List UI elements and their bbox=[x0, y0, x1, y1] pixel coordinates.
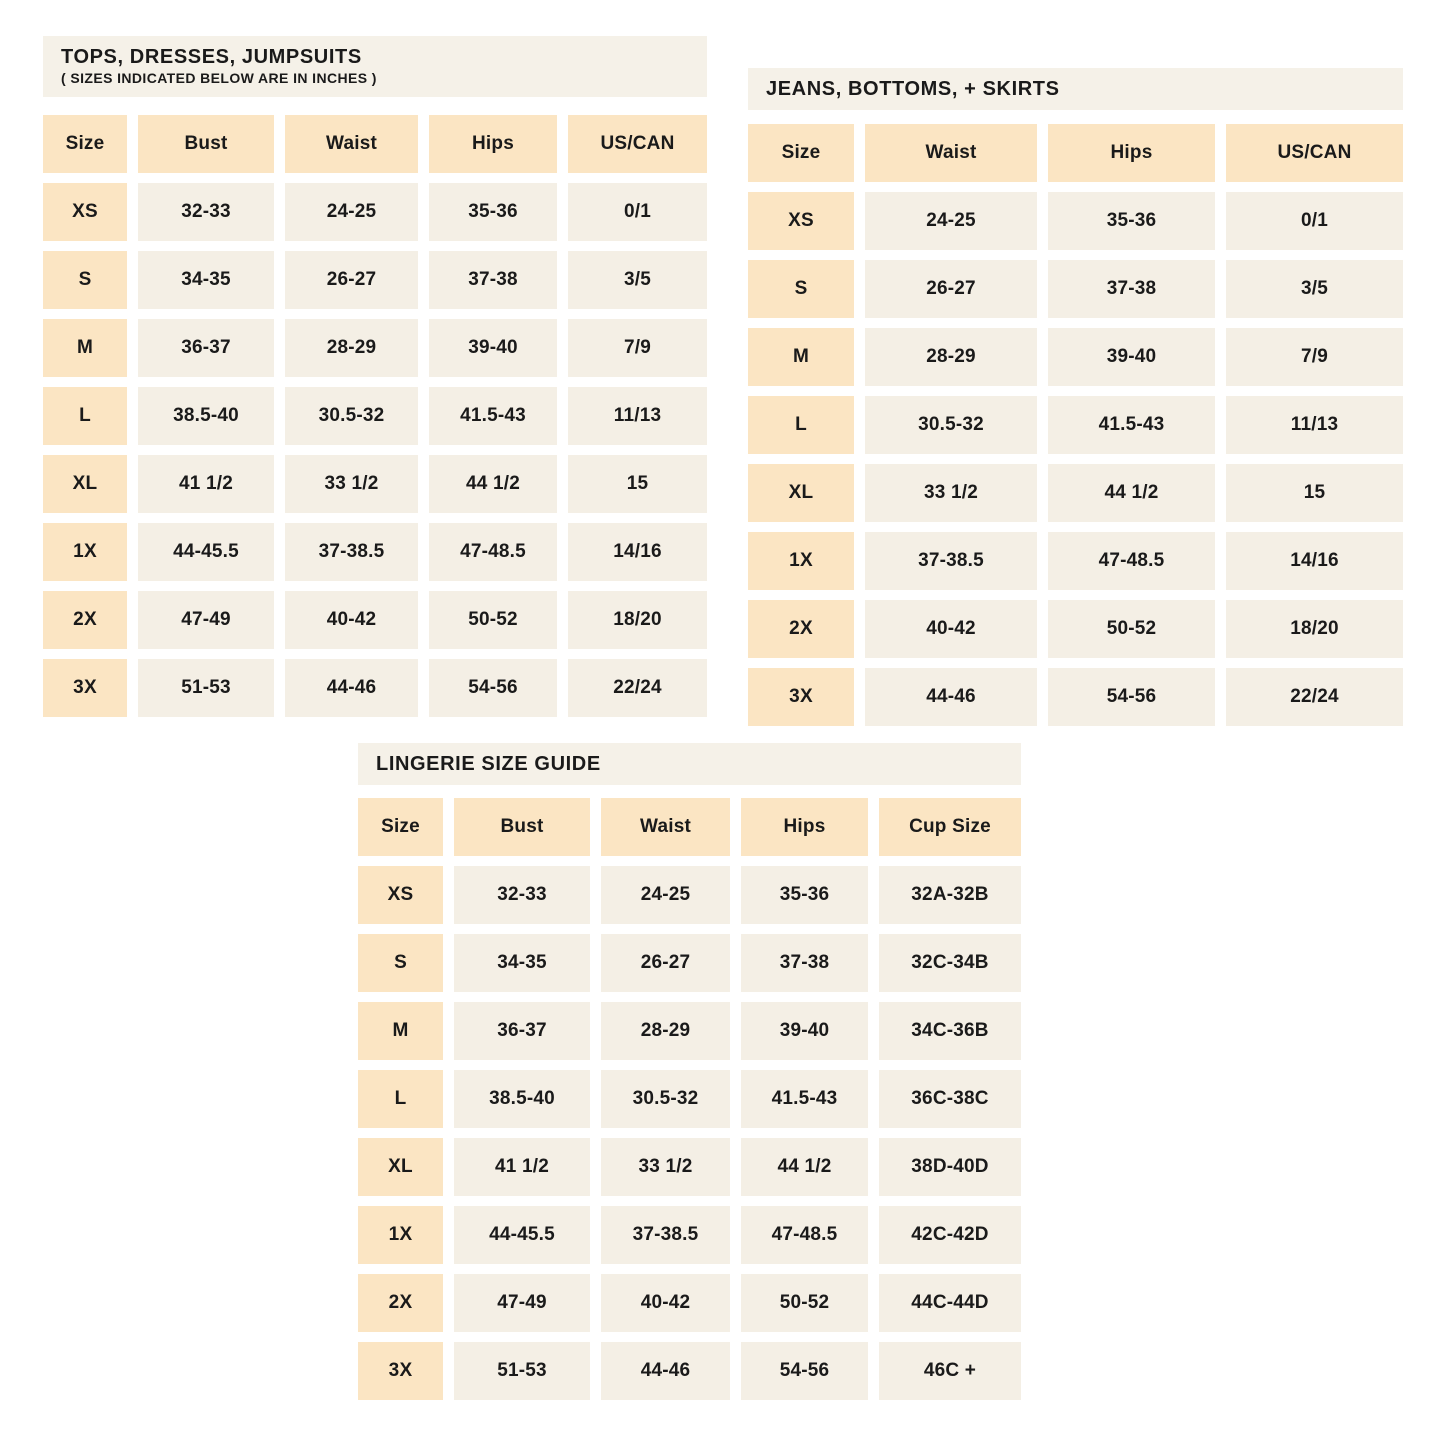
measurement-cell: 50-52 bbox=[429, 591, 557, 649]
size-label-cell: 3X bbox=[358, 1342, 443, 1400]
size-label-cell: XL bbox=[43, 455, 127, 513]
measurement-cell: 22/24 bbox=[568, 659, 707, 717]
measurement-cell: 44-45.5 bbox=[138, 523, 274, 581]
measurement-cell: 36-37 bbox=[138, 319, 274, 377]
measurement-cell: 44 1/2 bbox=[1048, 464, 1215, 522]
measurement-cell: 39-40 bbox=[429, 319, 557, 377]
measurement-cell: 42C-42D bbox=[879, 1206, 1021, 1264]
measurement-cell: 28-29 bbox=[601, 1002, 730, 1060]
column-header: Waist bbox=[865, 124, 1037, 182]
measurement-cell: 47-48.5 bbox=[741, 1206, 868, 1264]
measurement-cell: 40-42 bbox=[601, 1274, 730, 1332]
measurement-cell: 41.5-43 bbox=[1048, 396, 1215, 454]
measurement-cell: 44 1/2 bbox=[741, 1138, 868, 1196]
measurement-cell: 28-29 bbox=[865, 328, 1037, 386]
measurement-cell: 33 1/2 bbox=[285, 455, 418, 513]
measurement-cell: 38.5-40 bbox=[138, 387, 274, 445]
measurement-cell: 44C-44D bbox=[879, 1274, 1021, 1332]
measurement-cell: 15 bbox=[1226, 464, 1403, 522]
measurement-cell: 37-38.5 bbox=[865, 532, 1037, 590]
column-header: Hips bbox=[429, 115, 557, 173]
measurement-cell: 3/5 bbox=[568, 251, 707, 309]
size-grid bbox=[43, 115, 707, 717]
measurement-cell: 0/1 bbox=[568, 183, 707, 241]
size-grid bbox=[358, 798, 1021, 1400]
measurement-cell: 47-49 bbox=[454, 1274, 590, 1332]
measurement-cell: 41 1/2 bbox=[138, 455, 274, 513]
measurement-cell: 35-36 bbox=[741, 866, 868, 924]
size-label-cell: L bbox=[358, 1070, 443, 1128]
measurement-cell: 33 1/2 bbox=[865, 464, 1037, 522]
measurement-cell: 18/20 bbox=[1226, 600, 1403, 658]
measurement-cell: 51-53 bbox=[454, 1342, 590, 1400]
size-label-cell: 3X bbox=[43, 659, 127, 717]
column-header: Size bbox=[358, 798, 443, 856]
size-grid bbox=[748, 124, 1403, 726]
size-label-cell: M bbox=[43, 319, 127, 377]
measurement-cell: 54-56 bbox=[1048, 668, 1215, 726]
measurement-cell: 26-27 bbox=[601, 934, 730, 992]
measurement-cell: 7/9 bbox=[568, 319, 707, 377]
table-title-band bbox=[748, 68, 1403, 110]
measurement-cell: 51-53 bbox=[138, 659, 274, 717]
measurement-cell: 32-33 bbox=[454, 866, 590, 924]
measurement-cell: 32C-34B bbox=[879, 934, 1021, 992]
measurement-cell: 44-46 bbox=[865, 668, 1037, 726]
measurement-cell: 24-25 bbox=[285, 183, 418, 241]
measurement-cell: 41.5-43 bbox=[741, 1070, 868, 1128]
size-label-cell: 2X bbox=[748, 600, 854, 658]
measurement-cell: 24-25 bbox=[865, 192, 1037, 250]
measurement-cell: 50-52 bbox=[741, 1274, 868, 1332]
measurement-cell: 37-38.5 bbox=[601, 1206, 730, 1264]
measurement-cell: 44-46 bbox=[285, 659, 418, 717]
column-header: US/CAN bbox=[1226, 124, 1403, 182]
column-header: Waist bbox=[601, 798, 730, 856]
measurement-cell: 37-38 bbox=[1048, 260, 1215, 318]
size-label-cell: 1X bbox=[748, 532, 854, 590]
lingerie-size-table bbox=[358, 743, 1021, 1400]
size-label-cell: XS bbox=[358, 866, 443, 924]
measurement-cell: 35-36 bbox=[1048, 192, 1215, 250]
size-label-cell: M bbox=[748, 328, 854, 386]
measurement-cell: 38.5-40 bbox=[454, 1070, 590, 1128]
measurement-cell: 38D-40D bbox=[879, 1138, 1021, 1196]
size-label-cell: XL bbox=[748, 464, 854, 522]
measurement-cell: 36-37 bbox=[454, 1002, 590, 1060]
column-header: Waist bbox=[285, 115, 418, 173]
measurement-cell: 44-46 bbox=[601, 1342, 730, 1400]
size-label-cell: 1X bbox=[358, 1206, 443, 1264]
column-header: Cup Size bbox=[879, 798, 1021, 856]
measurement-cell: 44-45.5 bbox=[454, 1206, 590, 1264]
table-title-band bbox=[43, 36, 707, 97]
measurement-cell: 22/24 bbox=[1226, 668, 1403, 726]
measurement-cell: 50-52 bbox=[1048, 600, 1215, 658]
table-title: JEANS, BOTTOMS, + SKIRTS bbox=[766, 78, 1060, 100]
size-label-cell: XS bbox=[43, 183, 127, 241]
measurement-cell: 54-56 bbox=[429, 659, 557, 717]
measurement-cell: 54-56 bbox=[741, 1342, 868, 1400]
measurement-cell: 37-38 bbox=[429, 251, 557, 309]
measurement-cell: 34C-36B bbox=[879, 1002, 1021, 1060]
measurement-cell: 39-40 bbox=[1048, 328, 1215, 386]
measurement-cell: 40-42 bbox=[285, 591, 418, 649]
measurement-cell: 36C-38C bbox=[879, 1070, 1021, 1128]
measurement-cell: 41 1/2 bbox=[454, 1138, 590, 1196]
measurement-cell: 46C + bbox=[879, 1342, 1021, 1400]
size-label-cell: S bbox=[43, 251, 127, 309]
column-header: Hips bbox=[741, 798, 868, 856]
column-header: Size bbox=[748, 124, 854, 182]
size-label-cell: S bbox=[748, 260, 854, 318]
table-title: LINGERIE SIZE GUIDE bbox=[376, 753, 601, 775]
measurement-cell: 35-36 bbox=[429, 183, 557, 241]
measurement-cell: 11/13 bbox=[1226, 396, 1403, 454]
measurement-cell: 47-48.5 bbox=[429, 523, 557, 581]
measurement-cell: 37-38 bbox=[741, 934, 868, 992]
size-label-cell: S bbox=[358, 934, 443, 992]
size-label-cell: 3X bbox=[748, 668, 854, 726]
column-header: Bust bbox=[138, 115, 274, 173]
column-header: Size bbox=[43, 115, 127, 173]
measurement-cell: 30.5-32 bbox=[865, 396, 1037, 454]
measurement-cell: 24-25 bbox=[601, 866, 730, 924]
measurement-cell: 32-33 bbox=[138, 183, 274, 241]
measurement-cell: 47-49 bbox=[138, 591, 274, 649]
measurement-cell: 14/16 bbox=[1226, 532, 1403, 590]
measurement-cell: 44 1/2 bbox=[429, 455, 557, 513]
measurement-cell: 34-35 bbox=[138, 251, 274, 309]
measurement-cell: 40-42 bbox=[865, 600, 1037, 658]
tops-size-table bbox=[43, 36, 707, 717]
measurement-cell: 32A-32B bbox=[879, 866, 1021, 924]
measurement-cell: 33 1/2 bbox=[601, 1138, 730, 1196]
column-header: Hips bbox=[1048, 124, 1215, 182]
measurement-cell: 0/1 bbox=[1226, 192, 1403, 250]
measurement-cell: 15 bbox=[568, 455, 707, 513]
measurement-cell: 11/13 bbox=[568, 387, 707, 445]
measurement-cell: 39-40 bbox=[741, 1002, 868, 1060]
measurement-cell: 47-48.5 bbox=[1048, 532, 1215, 590]
size-label-cell: 2X bbox=[43, 591, 127, 649]
column-header: US/CAN bbox=[568, 115, 707, 173]
measurement-cell: 7/9 bbox=[1226, 328, 1403, 386]
measurement-cell: 30.5-32 bbox=[601, 1070, 730, 1128]
table-subtitle: ( SIZES INDICATED BELOW ARE IN INCHES ) bbox=[61, 70, 377, 86]
measurement-cell: 18/20 bbox=[568, 591, 707, 649]
measurement-cell: 26-27 bbox=[865, 260, 1037, 318]
measurement-cell: 41.5-43 bbox=[429, 387, 557, 445]
size-label-cell: L bbox=[748, 396, 854, 454]
measurement-cell: 30.5-32 bbox=[285, 387, 418, 445]
measurement-cell: 28-29 bbox=[285, 319, 418, 377]
size-label-cell: XL bbox=[358, 1138, 443, 1196]
measurement-cell: 14/16 bbox=[568, 523, 707, 581]
measurement-cell: 3/5 bbox=[1226, 260, 1403, 318]
column-header: Bust bbox=[454, 798, 590, 856]
measurement-cell: 37-38.5 bbox=[285, 523, 418, 581]
table-title: TOPS, DRESSES, JUMPSUITS bbox=[61, 46, 362, 68]
size-label-cell: 2X bbox=[358, 1274, 443, 1332]
measurement-cell: 26-27 bbox=[285, 251, 418, 309]
size-label-cell: XS bbox=[748, 192, 854, 250]
size-label-cell: L bbox=[43, 387, 127, 445]
measurement-cell: 34-35 bbox=[454, 934, 590, 992]
size-label-cell: M bbox=[358, 1002, 443, 1060]
table-title-band bbox=[358, 743, 1021, 785]
size-label-cell: 1X bbox=[43, 523, 127, 581]
jeans-size-table bbox=[748, 68, 1403, 726]
